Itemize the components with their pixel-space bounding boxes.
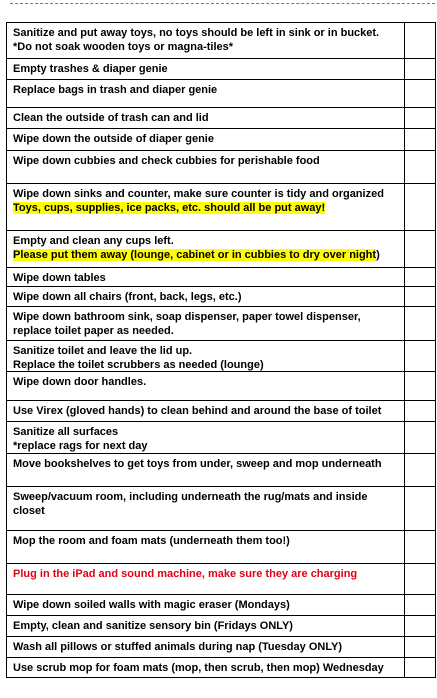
task-text-segment: Wash all pillows or stuffed animals during nap (Tuesday ONLY) bbox=[13, 641, 343, 653]
task-text bbox=[13, 26, 404, 40]
task-text bbox=[13, 619, 404, 633]
check-cell[interactable] bbox=[405, 487, 436, 530]
task-cell bbox=[7, 564, 405, 594]
task-text-segment: Empty, clean and sanitize sensory bin (Fridays ONLY) bbox=[13, 620, 293, 632]
task-cell bbox=[7, 372, 405, 400]
check-cell[interactable] bbox=[405, 184, 436, 230]
task-text-segment: Wipe down cubbies and check cubbies for perishable food bbox=[13, 155, 320, 167]
task-cell bbox=[7, 108, 405, 128]
task-text bbox=[13, 40, 404, 54]
task-cell bbox=[7, 231, 405, 267]
check-cell[interactable] bbox=[405, 151, 436, 183]
checklist-row bbox=[6, 486, 436, 530]
check-cell[interactable] bbox=[405, 595, 436, 615]
task-cell bbox=[7, 59, 405, 79]
check-cell[interactable] bbox=[405, 231, 436, 267]
task-text bbox=[13, 425, 404, 439]
checklist-row bbox=[6, 22, 436, 58]
checklist-row bbox=[6, 563, 436, 594]
checklist-row bbox=[6, 657, 436, 678]
task-text bbox=[13, 534, 404, 548]
highlighted-text: Toys, cups, supplies, ice packs, etc. should all be put away! bbox=[13, 202, 326, 214]
task-text-segment: Mop the room and foam mats (underneath them too!) bbox=[13, 535, 290, 547]
check-cell[interactable] bbox=[405, 23, 436, 58]
checklist-row bbox=[6, 58, 436, 79]
check-cell[interactable] bbox=[405, 454, 436, 486]
task-text-segment: Replace the toilet scrubbers as needed (lounge) bbox=[13, 359, 264, 371]
check-cell[interactable] bbox=[405, 422, 436, 453]
task-text-segment: closet bbox=[13, 505, 45, 517]
task-cell bbox=[7, 151, 405, 183]
task-text-segment: Wipe down sinks and counter, make sure counter is tidy and organized bbox=[13, 188, 384, 200]
task-cell bbox=[7, 287, 405, 306]
checklist-row bbox=[6, 267, 436, 286]
checklist-row bbox=[6, 150, 436, 183]
check-cell[interactable] bbox=[405, 564, 436, 594]
check-cell[interactable] bbox=[405, 307, 436, 340]
task-text bbox=[13, 290, 404, 304]
task-cell bbox=[7, 268, 405, 286]
checklist-row bbox=[6, 107, 436, 128]
highlighted-text: Please put them away (lounge, cabinet or in cubbies to dry over night bbox=[13, 249, 377, 261]
checklist-row bbox=[6, 306, 436, 340]
task-text-segment: Use Virex (gloved hands) to clean behind and around the base of toilet bbox=[13, 405, 382, 417]
task-cell bbox=[7, 658, 405, 677]
task-text-segment: Sanitize and put away toys, no toys should be left in sink or in bucket. bbox=[13, 27, 380, 39]
task-text-segment: Replace bags in trash and diaper genie bbox=[13, 84, 218, 96]
task-text bbox=[13, 154, 404, 168]
task-text-segment: Sanitize all surfaces bbox=[13, 426, 119, 438]
task-text-segment: Sanitize toilet and leave the lid up. bbox=[13, 345, 193, 357]
task-cell bbox=[7, 422, 405, 453]
task-text bbox=[13, 83, 404, 97]
task-text bbox=[13, 439, 404, 453]
task-cell bbox=[7, 595, 405, 615]
check-cell[interactable] bbox=[405, 616, 436, 636]
checklist-row bbox=[6, 79, 436, 107]
checklist-row bbox=[6, 128, 436, 150]
task-cell bbox=[7, 531, 405, 563]
checklist-row bbox=[6, 615, 436, 636]
task-text-segment: Wipe down soiled walls with magic eraser (Mondays) bbox=[13, 599, 290, 611]
task-text bbox=[13, 358, 404, 371]
task-text-segment: Wipe down the outside of diaper genie bbox=[13, 133, 214, 145]
task-text-segment: ) bbox=[376, 249, 380, 261]
task-text bbox=[13, 457, 404, 471]
task-cell bbox=[7, 637, 405, 657]
task-text-segment: Empty and clean any cups left. bbox=[13, 235, 174, 247]
task-text-segment: Wipe down bathroom sink, soap dispenser, paper towel dispenser, bbox=[13, 311, 361, 323]
task-text bbox=[13, 201, 404, 215]
task-cell bbox=[7, 129, 405, 150]
check-cell[interactable] bbox=[405, 341, 436, 371]
check-cell[interactable] bbox=[405, 59, 436, 79]
checklist-row bbox=[6, 286, 436, 306]
check-cell[interactable] bbox=[405, 287, 436, 306]
task-cell bbox=[7, 487, 405, 530]
check-cell[interactable] bbox=[405, 637, 436, 657]
checklist-row bbox=[6, 340, 436, 371]
check-cell[interactable] bbox=[405, 372, 436, 400]
page-edge-dashed-line bbox=[10, 3, 437, 4]
check-cell[interactable] bbox=[405, 80, 436, 107]
task-text bbox=[13, 375, 404, 389]
task-text bbox=[13, 187, 404, 201]
task-text bbox=[13, 324, 404, 338]
checklist-row bbox=[6, 636, 436, 657]
task-text bbox=[13, 404, 404, 418]
checklist-row bbox=[6, 594, 436, 615]
task-cell bbox=[7, 23, 405, 58]
task-cell bbox=[7, 307, 405, 340]
task-text bbox=[13, 234, 404, 248]
task-text-segment: *replace rags for next day bbox=[13, 440, 148, 452]
task-cell bbox=[7, 401, 405, 421]
checklist-row bbox=[6, 453, 436, 486]
task-text-segment: *Do not soak wooden toys or magna-tiles* bbox=[13, 41, 234, 53]
task-text bbox=[13, 344, 404, 358]
task-text bbox=[13, 132, 404, 146]
task-text-segment: Wipe down all chairs (front, back, legs, etc.) bbox=[13, 291, 242, 303]
task-text bbox=[13, 490, 404, 504]
task-text-segment: Move bookshelves to get toys from under, sweep and mop underneath bbox=[13, 458, 382, 470]
task-text bbox=[13, 661, 404, 675]
check-cell[interactable] bbox=[405, 268, 436, 286]
checklist-row bbox=[6, 400, 436, 421]
task-cell bbox=[7, 341, 405, 371]
task-text-segment: Wipe down tables bbox=[13, 272, 106, 284]
check-cell[interactable] bbox=[405, 531, 436, 563]
check-cell[interactable] bbox=[405, 108, 436, 128]
task-text-segment: replace toilet paper as needed. bbox=[13, 325, 174, 337]
task-text-segment: Empty trashes & diaper genie bbox=[13, 63, 168, 75]
checklist-row bbox=[6, 371, 436, 400]
task-text-segment: Sweep/vacuum room, including underneath the rug/mats and inside bbox=[13, 491, 368, 503]
task-cell bbox=[7, 184, 405, 230]
task-text bbox=[13, 271, 404, 285]
task-text bbox=[13, 248, 404, 262]
task-text-segment: Wipe down door handles. bbox=[13, 376, 147, 388]
task-text bbox=[13, 567, 404, 581]
check-cell[interactable] bbox=[405, 658, 436, 677]
task-text bbox=[13, 640, 404, 654]
task-text bbox=[13, 598, 404, 612]
checklist-row bbox=[6, 183, 436, 230]
checklist-table bbox=[6, 22, 436, 678]
task-text bbox=[13, 111, 404, 125]
check-cell[interactable] bbox=[405, 401, 436, 421]
task-cell bbox=[7, 616, 405, 636]
task-text bbox=[13, 504, 404, 518]
task-cell bbox=[7, 80, 405, 107]
task-text bbox=[13, 310, 404, 324]
checklist-row bbox=[6, 530, 436, 563]
checklist-row bbox=[6, 421, 436, 453]
task-text-segment: Clean the outside of trash can and lid bbox=[13, 112, 209, 124]
task-cell bbox=[7, 454, 405, 486]
task-text-segment: Use scrub mop for foam mats (mop, then scrub, then mop) Wednesday bbox=[13, 662, 384, 674]
task-text bbox=[13, 62, 404, 76]
check-cell[interactable] bbox=[405, 129, 436, 150]
checklist-row bbox=[6, 230, 436, 267]
red-text: Plug in the iPad and sound machine, make sure they are charging bbox=[13, 568, 358, 580]
